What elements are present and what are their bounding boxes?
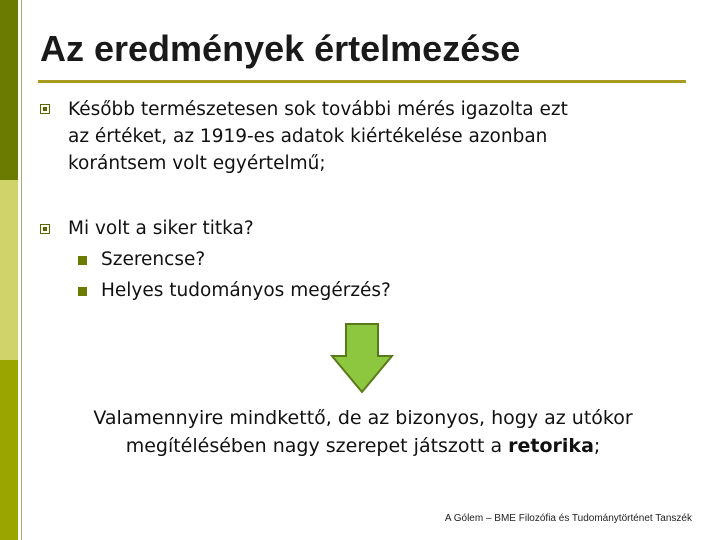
sidebar-divider (21, 0, 22, 540)
conclusion-line-2 (126, 435, 601, 457)
sub-bullet-2-icon (78, 287, 87, 296)
title-underline (38, 80, 686, 83)
sidebar-band-top (0, 0, 18, 180)
conclusion-line-2-before: megítélésében nagy szerepet játszott a (125, 435, 509, 457)
sub-bullet-1-text: Szerencse? (101, 249, 206, 270)
bullet-2-icon (40, 224, 50, 234)
bullet-1-line-1: Később természetesen sok további mérés igazolta ezt (68, 99, 568, 120)
sidebar-band-middle (0, 180, 18, 360)
conclusion-text (40, 404, 686, 460)
bullet-1-icon (40, 104, 50, 114)
sub-bullet-2-text: Helyes tudományos megérzés? (101, 280, 391, 301)
bullet-1-line-3: korántsem volt egyértelmű; (68, 153, 326, 174)
down-arrow-icon (330, 322, 394, 394)
footer-credit: A Gólem – BME Filozófia és Tudománytörténet Tanszék (444, 513, 692, 524)
slide-title: Az eredmények értelmezése (40, 28, 521, 69)
conclusion-line-1: Valamennyire mindkettő, de az bizonyos, hogy az utókor (93, 407, 633, 429)
bullet-1-line-2: az értéket, az 1919-es adatok kiértékelése azonban (68, 126, 548, 147)
bullet-2-text: Mi volt a siker titka? (68, 218, 254, 239)
conclusion-line-2-after: ; (593, 435, 601, 457)
conclusion-keyword: retorika (508, 435, 594, 457)
sub-bullet-1-icon (78, 256, 87, 265)
sidebar-band-bottom (0, 360, 18, 540)
